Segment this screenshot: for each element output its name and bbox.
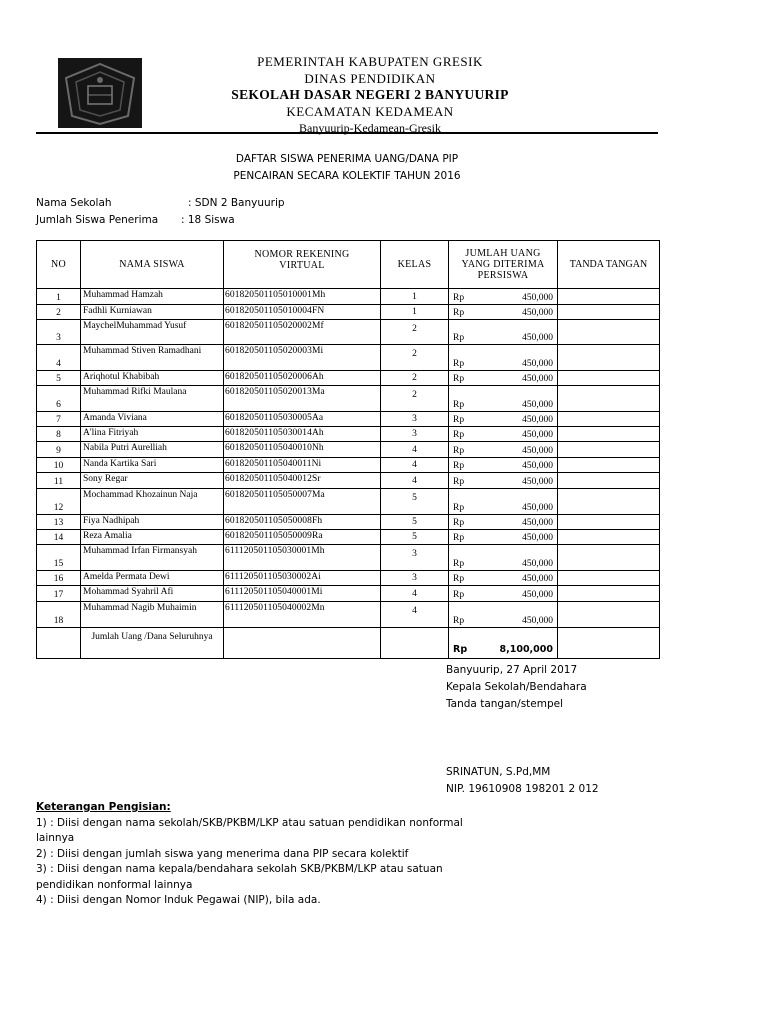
row-signature-cell	[558, 458, 660, 473]
row-class: 1	[381, 305, 449, 320]
currency-symbol: Rp	[453, 446, 465, 456]
total-currency-symbol: Rp	[453, 644, 468, 655]
amount-value: 450,000	[522, 415, 553, 425]
row-no: 6	[37, 386, 81, 412]
filling-instructions	[36, 800, 536, 909]
row-student-name: Reza Amalia	[81, 530, 224, 545]
row-account-number: 601820501105050007Ma	[224, 489, 381, 515]
row-signature-cell	[558, 289, 660, 305]
currency-symbol: Rp	[453, 430, 465, 440]
header-name: NAMA SISWA	[81, 241, 224, 289]
row-account-number: 601820501105050008Fh	[224, 515, 381, 530]
row-student-name: Muhammad Hamzah	[81, 289, 224, 305]
row-student-name: Amelda Permata Dewi	[81, 571, 224, 586]
row-signature-cell	[558, 305, 660, 320]
letterhead-district: KECAMATAN KEDAMEAN	[286, 103, 454, 119]
row-class: 4	[381, 473, 449, 489]
signatory-nip: NIP. 19610908 198201 2 012	[446, 783, 599, 795]
amount-value: 450,000	[522, 359, 553, 369]
table-row	[37, 515, 660, 530]
row-class: 5	[381, 530, 449, 545]
currency-symbol: Rp	[453, 333, 465, 343]
currency-symbol: Rp	[453, 293, 465, 303]
school-info	[36, 195, 285, 229]
instruction-1: 1) : Diisi dengan nama sekolah/SKB/PKBM/LKP atau satuan pendidikan nonformal	[36, 816, 463, 829]
row-no: 12	[37, 489, 81, 515]
row-class: 3	[381, 427, 449, 442]
row-class: 4	[381, 586, 449, 602]
row-signature-cell	[558, 412, 660, 427]
row-student-name: Nanda Kartika Sari	[81, 458, 224, 473]
school-logo	[58, 58, 142, 128]
row-student-name: Muhammad Rifki Maulana	[81, 386, 224, 412]
total-row	[37, 628, 660, 659]
amount-value: 450,000	[522, 461, 553, 471]
total-amount	[449, 628, 558, 659]
row-no: 9	[37, 442, 81, 458]
row-account-number: 601820501105040012Sr	[224, 473, 381, 489]
row-student-name: Fadhli Kurniawan	[81, 305, 224, 320]
row-amount	[449, 586, 558, 602]
row-student-name: Muhammad Nagib Muhaimin	[81, 602, 224, 628]
row-amount	[449, 442, 558, 458]
row-student-name: Ariqhotul Khabibah	[81, 371, 224, 386]
row-amount	[449, 427, 558, 442]
header-class: KELAS	[381, 241, 449, 289]
recipient-count-value: : 18 Siswa	[181, 214, 235, 226]
currency-symbol: Rp	[453, 590, 465, 600]
row-amount	[449, 371, 558, 386]
row-no: 4	[37, 345, 81, 371]
amount-value: 450,000	[522, 293, 553, 303]
title-line-2: PENCAIRAN SECARA KOLEKTIF TAHUN 2016	[233, 170, 461, 182]
amount-value: 450,000	[522, 559, 553, 569]
currency-symbol: Rp	[453, 374, 465, 384]
header-no: NO	[37, 241, 81, 289]
letterhead-divider	[36, 132, 658, 134]
table-row	[37, 371, 660, 386]
table-row	[37, 442, 660, 458]
row-account-number: 601820501105040010Nh	[224, 442, 381, 458]
currency-symbol: Rp	[453, 308, 465, 318]
header-signature: TANDA TANGAN	[558, 241, 660, 289]
row-amount	[449, 412, 558, 427]
amount-value: 450,000	[522, 446, 553, 456]
row-amount	[449, 473, 558, 489]
total-label: Jumlah Uang /Dana Seluruhnya	[81, 628, 224, 659]
signature-block	[446, 662, 599, 798]
recipient-table	[36, 240, 660, 659]
row-student-name: Muhammad Irfan Firmansyah	[81, 545, 224, 571]
row-signature-cell	[558, 442, 660, 458]
amount-value: 450,000	[522, 616, 553, 626]
row-signature-cell	[558, 515, 660, 530]
currency-symbol: Rp	[453, 503, 465, 513]
total-amount-value: 8,100,000	[499, 644, 553, 655]
instruction-1-cont: lainnya	[36, 832, 75, 844]
row-signature-cell	[558, 473, 660, 489]
row-signature-cell	[558, 386, 660, 412]
table-row	[37, 586, 660, 602]
letterhead-address: Banyuurip-Kedamean-Gresik	[299, 121, 441, 135]
letterhead-school-name: SEKOLAH DASAR NEGERI 2 BANYUURIP	[231, 87, 509, 102]
row-student-name: Amanda Viviana	[81, 412, 224, 427]
row-no: 3	[37, 320, 81, 345]
row-class: 5	[381, 515, 449, 530]
currency-symbol: Rp	[453, 461, 465, 471]
instruction-4: 4) : Diisi dengan Nomor Induk Pegawai (NIP), bila ada.	[36, 894, 321, 906]
document-title	[36, 151, 658, 185]
signature-role: Kepala Sekolah/Bendahara	[446, 681, 587, 693]
row-student-name: MaychelMuhammad Yusuf	[81, 320, 224, 345]
row-signature-cell	[558, 371, 660, 386]
instruction-2: 2) : Diisi dengan jumlah siswa yang menerima dana PIP secara kolektif	[36, 847, 409, 860]
row-class: 2	[381, 345, 449, 371]
header-amount: JUMLAH UANG YANG DITERIMA PERSISWA	[449, 241, 558, 289]
row-signature-cell	[558, 427, 660, 442]
row-signature-cell	[558, 530, 660, 545]
row-account-number: 601820501105010001Mh	[224, 289, 381, 305]
letterhead-government: PEMERINTAH KABUPATEN GRESIK	[257, 54, 483, 69]
currency-symbol: Rp	[453, 477, 465, 487]
header-account: NOMOR REKENING VIRTUAL	[224, 241, 381, 289]
table-row	[37, 305, 660, 320]
row-amount	[449, 571, 558, 586]
title-line-1: DAFTAR SISWA PENERIMA UANG/DANA PIP	[235, 153, 459, 165]
row-student-name: Muhammad Stiven Ramadhani	[81, 345, 224, 371]
row-account-number: 601820501105010004FN	[224, 305, 381, 320]
amount-value: 450,000	[522, 430, 553, 440]
row-signature-cell	[558, 545, 660, 571]
row-amount	[449, 345, 558, 371]
table-row	[37, 571, 660, 586]
table-row	[37, 289, 660, 305]
row-account-number: 601820501105020002Mf	[224, 320, 381, 345]
row-signature-cell	[558, 345, 660, 371]
recipient-count-label: Jumlah Siswa Penerima	[36, 214, 159, 226]
signature-note: Tanda tangan/stempel	[446, 698, 564, 710]
amount-value: 450,000	[522, 518, 553, 528]
row-amount	[449, 602, 558, 628]
row-amount	[449, 530, 558, 545]
row-no: 15	[37, 545, 81, 571]
letterhead-department: DINAS PENDIDIKAN	[304, 70, 436, 86]
letterhead	[180, 54, 560, 137]
row-signature-cell	[558, 320, 660, 345]
currency-symbol: Rp	[453, 559, 465, 569]
row-account-number: 611120501105040001Mi	[224, 586, 381, 602]
total-class-cell	[381, 628, 449, 659]
row-account-number: 611120501105040002Mn	[224, 602, 381, 628]
instruction-3: 3) : Diisi dengan nama kepala/bendahara sekolah SKB/PKBM/LKP atau satuan	[36, 863, 443, 875]
currency-symbol: Rp	[453, 533, 465, 543]
row-no: 18	[37, 602, 81, 628]
row-class: 3	[381, 412, 449, 427]
row-no: 10	[37, 458, 81, 473]
row-signature-cell	[558, 571, 660, 586]
signature-date: Banyuurip, 27 April 2017	[446, 664, 578, 676]
row-amount	[449, 489, 558, 515]
total-signature-cell	[558, 628, 660, 659]
amount-value: 450,000	[522, 374, 553, 384]
amount-value: 450,000	[522, 533, 553, 543]
row-class: 2	[381, 386, 449, 412]
row-student-name: A'lina Fitriyah	[81, 427, 224, 442]
row-account-number: 611120501105030001Mh	[224, 545, 381, 571]
emblem-icon	[58, 58, 142, 128]
row-account-number: 601820501105020013Ma	[224, 386, 381, 412]
row-amount	[449, 289, 558, 305]
row-amount	[449, 545, 558, 571]
total-no-cell	[37, 628, 81, 659]
signatory-name: SRINATUN, S.Pd,MM	[446, 766, 551, 778]
currency-symbol: Rp	[453, 574, 465, 584]
row-amount	[449, 386, 558, 412]
row-student-name: Fiya Nadhipah	[81, 515, 224, 530]
row-amount	[449, 458, 558, 473]
instruction-3-cont: pendidikan nonformal lainnya	[36, 878, 193, 891]
amount-value: 450,000	[522, 308, 553, 318]
school-name-value: : SDN 2 Banyuurip	[188, 197, 285, 209]
table-row	[37, 545, 660, 571]
row-signature-cell	[558, 489, 660, 515]
row-student-name: Mohammad Syahril Afi	[81, 586, 224, 602]
table-row	[37, 489, 660, 515]
table-row	[37, 530, 660, 545]
row-no: 1	[37, 289, 81, 305]
row-account-number: 601820501105050009Ra	[224, 530, 381, 545]
currency-symbol: Rp	[453, 400, 465, 410]
row-account-number: 601820501105020006Ah	[224, 371, 381, 386]
total-account-cell	[224, 628, 381, 659]
amount-value: 450,000	[522, 590, 553, 600]
table-row	[37, 602, 660, 628]
currency-symbol: Rp	[453, 518, 465, 528]
row-signature-cell	[558, 586, 660, 602]
school-name-label: Nama Sekolah	[36, 197, 112, 209]
table-header-row	[37, 241, 660, 289]
table-row	[37, 412, 660, 427]
currency-symbol: Rp	[453, 616, 465, 626]
row-class: 2	[381, 371, 449, 386]
row-class: 3	[381, 545, 449, 571]
row-amount	[449, 515, 558, 530]
row-student-name: Nabila Putri Aurelliah	[81, 442, 224, 458]
amount-value: 450,000	[522, 400, 553, 410]
row-no: 7	[37, 412, 81, 427]
table-row	[37, 427, 660, 442]
row-no: 16	[37, 571, 81, 586]
amount-value: 450,000	[522, 477, 553, 487]
table-row	[37, 345, 660, 371]
row-student-name: Mochammad Khozainun Naja	[81, 489, 224, 515]
table-row	[37, 386, 660, 412]
row-amount	[449, 305, 558, 320]
row-no: 11	[37, 473, 81, 489]
row-class: 5	[381, 489, 449, 515]
row-class: 4	[381, 442, 449, 458]
row-student-name: Sony Regar	[81, 473, 224, 489]
row-account-number: 611120501105030002Ai	[224, 571, 381, 586]
amount-value: 450,000	[522, 503, 553, 513]
row-account-number: 601820501105040011Ni	[224, 458, 381, 473]
row-amount	[449, 320, 558, 345]
row-no: 14	[37, 530, 81, 545]
row-no: 8	[37, 427, 81, 442]
instructions-heading: Keterangan Pengisian:	[36, 801, 171, 813]
row-no: 17	[37, 586, 81, 602]
currency-symbol: Rp	[453, 359, 465, 369]
row-account-number: 601820501105030014Ah	[224, 427, 381, 442]
row-no: 5	[37, 371, 81, 386]
row-account-number: 601820501105020003Mi	[224, 345, 381, 371]
row-class: 2	[381, 320, 449, 345]
row-no: 13	[37, 515, 81, 530]
row-class: 3	[381, 571, 449, 586]
amount-value: 450,000	[522, 333, 553, 343]
row-class: 4	[381, 602, 449, 628]
row-signature-cell	[558, 602, 660, 628]
row-class: 1	[381, 289, 449, 305]
table-row	[37, 473, 660, 489]
amount-value: 450,000	[522, 574, 553, 584]
table-row	[37, 320, 660, 345]
table-row	[37, 458, 660, 473]
currency-symbol: Rp	[453, 415, 465, 425]
row-account-number: 601820501105030005Aa	[224, 412, 381, 427]
row-class: 4	[381, 458, 449, 473]
row-no: 2	[37, 305, 81, 320]
